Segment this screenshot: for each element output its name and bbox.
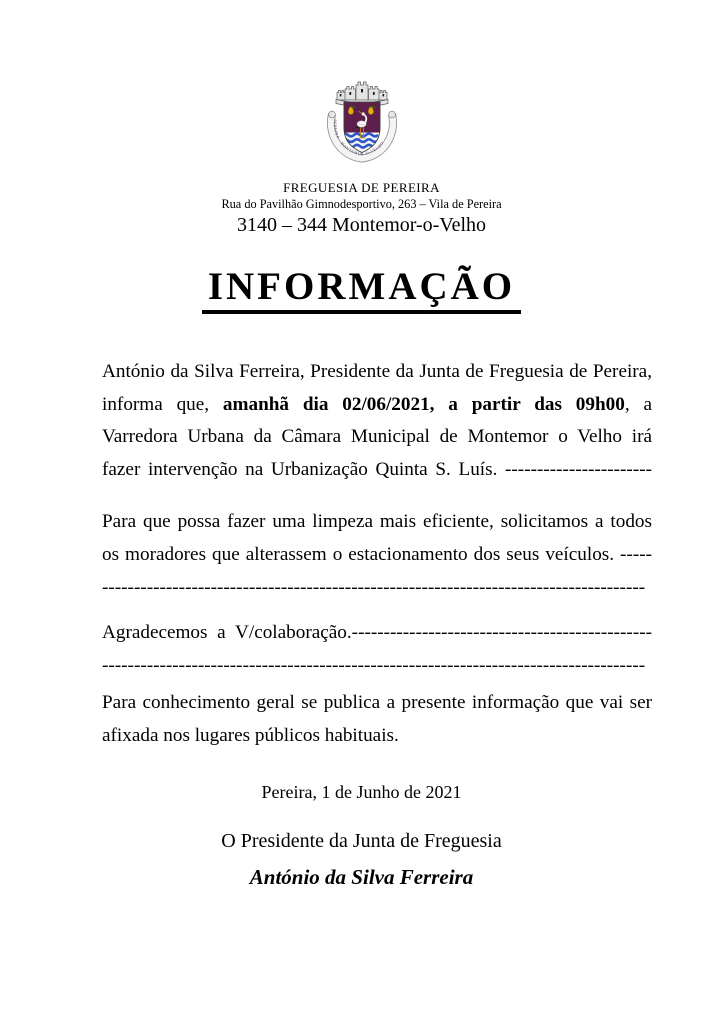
body-line: Para que possa fazer uma limpeza mais eficiente, solicitamos a todos (102, 511, 652, 533)
signature-name: António da Silva Ferreira (249, 864, 474, 889)
filler-dash-line: ------------------------------------------------------------------------------------- (102, 576, 646, 598)
bold-date-time: amanhã dia 02/06/2021, a partir das 09h00 (222, 393, 625, 415)
body-line: informa que, amanhã dia 02/06/2021, a partir das 09h00, a (102, 393, 652, 415)
body-text (102, 356, 652, 753)
body-line: António da Silva Ferreira, Presidente da Junta de Freguesia de Pereira, (102, 361, 652, 382)
paragraph-3 (102, 617, 652, 682)
paragraph-1 (102, 356, 652, 486)
body-line: Para conhecimento geral se publica a presente informação que vai ser (102, 692, 652, 714)
page-title: INFORMAÇÃO (202, 267, 521, 314)
president-role: O Presidente da Junta de Freguesia (221, 829, 502, 852)
filler-dash-line: ------------------------------------------------------------------------------------- (102, 654, 646, 676)
address-line: Rua do Pavilhão Gimnodesportivo, 263 – Vila de Pereira (221, 197, 502, 211)
paragraph-2 (102, 506, 652, 604)
coat-of-arms (312, 76, 412, 174)
body-line: Varredora Urbana da Câmara Municipal de Montemor o Velho irá (102, 426, 652, 448)
date-line: Pereira, 1 de Junho de 2021 (261, 781, 462, 802)
body-line: afixada nos lugares públicos habituais. (102, 724, 399, 746)
crest-container (0, 0, 723, 174)
paragraph-4 (102, 687, 652, 752)
body-line: fazer intervenção na Urbanização Quinta S. Luís. ----------------------- (102, 458, 652, 480)
org-name: FREGUESIA DE PEREIRA (283, 180, 440, 195)
body-line: Agradecemos a V/colaboração.----------------------------------------------- (102, 622, 652, 644)
banner-text: PEREIRA · MONTEMOR-O-VELHO (332, 119, 385, 157)
postal-line: 3140 – 344 Montemor-o-Velho (236, 214, 486, 236)
body-line: os moradores que alterassem o estacionamento dos seus veículos. ----- (102, 543, 652, 565)
